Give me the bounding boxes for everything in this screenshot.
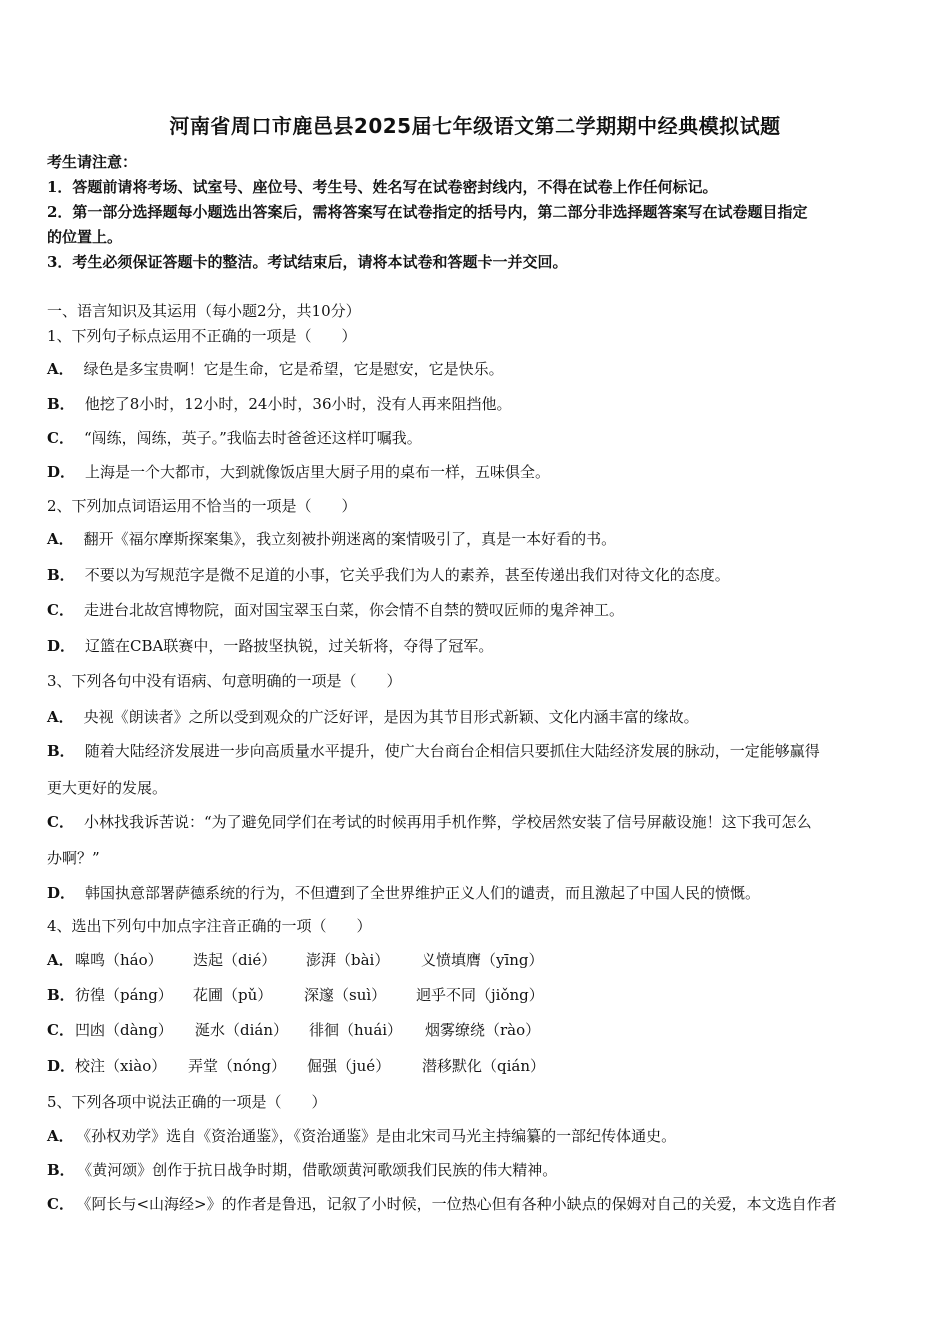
option-label: B． xyxy=(47,1161,75,1179)
option-row xyxy=(47,462,907,482)
question-stem: 1、下列句子标点运用不正确的一项是（ ） xyxy=(47,327,357,345)
option-row xyxy=(47,1160,907,1180)
pinyin-item: 迥乎不同（jiǒng） xyxy=(416,986,544,1004)
option-row xyxy=(47,565,907,585)
pinyin-item: 烟雾缭绕（rào） xyxy=(425,1021,541,1039)
option-label: C． xyxy=(47,601,74,619)
option-text: 小林找我诉苦说：“为了避免同学们在考试的时候再用手机作弊，学校居然安装了信号屏蔽设施！这下我可怎么 xyxy=(83,813,812,831)
pinyin-item: 深邃（suì） xyxy=(304,986,387,1004)
question-stem: 5、下列各项中说法正确的一项是（ ） xyxy=(47,1093,327,1111)
option-label: A． xyxy=(47,951,74,969)
option-row xyxy=(47,812,907,832)
pinyin-item: 倔强（jué） xyxy=(307,1057,391,1075)
option-row xyxy=(47,985,907,1005)
option-text: 《阿长与<山海经>》的作者是鲁迅，记叙了小时候，一位热心但有各种小缺点的保姆对自己的关爱，本文选自作者 xyxy=(83,1195,837,1213)
option-text: 不要以为写规范字是微不足道的小事，它关乎我们为人的素养，甚至传递出我们对待文化的态度。 xyxy=(84,566,730,584)
pinyin-item: 义愤填膺（yīng） xyxy=(421,951,544,969)
pinyin-item: 潜移默化（qián） xyxy=(422,1057,546,1075)
option-text: “闯练，闯练，英子。”我临去时爸爸还这样叮嘱我。 xyxy=(83,429,422,447)
page-title: 河南省周口市鹿邑县2025届七年级语文第二学期期中经典模拟试题 xyxy=(169,114,781,138)
option-label: C． xyxy=(47,1021,74,1039)
option-label: D． xyxy=(47,884,76,902)
option-label: A． xyxy=(47,360,74,378)
option-label: D． xyxy=(47,1057,76,1075)
pinyin-item: 凹凼（dàng） xyxy=(75,1021,173,1039)
option-text: 韩国执意部署萨德系统的行为，不但遭到了全世界维护正义人们的谴责，而且激起了中国人民的愤慨。 xyxy=(85,884,761,902)
option-row xyxy=(47,529,907,549)
option-row xyxy=(47,636,907,656)
notice-item: 3．考生必须保证答题卡的整洁。考试结束后，请将本试卷和答题卡一并交回。 xyxy=(47,253,568,271)
option-text: 绿色是多宝贵啊！它是生命，它是希望，它是慰安，它是快乐。 xyxy=(83,360,504,378)
option-row xyxy=(47,1194,907,1214)
option-row xyxy=(47,950,907,970)
notice-item: 2．第一部分选择题每小题选出答案后，需将答案写在试卷指定的括号内，第二部分非选择题答案写在试卷题目指定 xyxy=(47,203,808,221)
option-text: 翻开《福尔摩斯探案集》，我立刻被扑朔迷离的案情吸引了，真是一本好看的书。 xyxy=(83,530,617,548)
option-label: D． xyxy=(47,463,76,481)
option-text: 《孙权劝学》选自《资治通鉴》，《资治通鉴》是由北宋司马光主持编纂的一部纪传体通史。 xyxy=(83,1127,677,1145)
option-continuation: 更大更好的发展。 xyxy=(47,779,168,797)
section-heading: 一、语言知识及其运用（每小题2分，共10分） xyxy=(47,302,361,320)
option-row xyxy=(47,359,907,379)
option-label: B． xyxy=(47,395,75,413)
option-text: 央视《朗读者》之所以受到观众的广泛好评，是因为其节目形式新颖、文化内涵丰富的缘故。 xyxy=(83,708,699,726)
option-row xyxy=(47,394,907,414)
option-label: B． xyxy=(47,566,75,584)
option-label: B． xyxy=(47,986,75,1004)
question-stem: 3、下列各句中没有语病、句意明确的一项是（ ） xyxy=(47,672,402,690)
option-label: A． xyxy=(47,1127,74,1145)
pinyin-item: 校注（xiào） xyxy=(75,1057,167,1075)
option-label: A． xyxy=(47,708,74,726)
pinyin-item: 嗥鸣（háo） xyxy=(75,951,163,969)
option-label: C． xyxy=(47,1195,74,1213)
option-row xyxy=(47,600,907,620)
option-row xyxy=(47,428,907,448)
option-text: 辽篮在CBA联赛中，一路披坚执锐，过关斩将，夺得了冠军。 xyxy=(85,637,494,655)
notice-item: 的位置上。 xyxy=(47,228,123,246)
pinyin-item: 花圃（pǔ） xyxy=(193,986,273,1004)
option-continuation: 办啊？” xyxy=(47,849,100,867)
pinyin-item: 弄堂（nóng） xyxy=(188,1057,286,1075)
question-stem: 4、选出下列句中加点字注音正确的一项（ ） xyxy=(47,917,372,935)
pinyin-item: 徘徊（huái） xyxy=(309,1021,403,1039)
option-text: 走进台北故宫博物院，面对国宝翠玉白菜，你会情不自禁的赞叹匠师的鬼斧神工。 xyxy=(83,601,624,619)
option-text: 上海是一个大都市，大到就像饭店里大厨子用的桌布一样，五味俱全。 xyxy=(85,463,551,481)
option-row xyxy=(47,707,907,727)
option-text: 《黄河颂》创作于抗日战争时期，借歌颂黄河歌颂我们民族的伟大精神。 xyxy=(84,1161,558,1179)
pinyin-item: 澎湃（bài） xyxy=(306,951,390,969)
option-row xyxy=(47,883,907,903)
option-row xyxy=(47,1056,907,1076)
pinyin-item: 彷徨（páng） xyxy=(75,986,173,1004)
pinyin-item: 涎水（dián） xyxy=(195,1021,289,1039)
notice-item: 1．答题前请将考场、试室号、座位号、考生号、姓名写在试卷密封线内，不得在试卷上作任何标记。 xyxy=(47,178,718,196)
option-text: 随着大陆经济发展进一步向高质量水平提升，使广大台商台企相信只要抓住大陆经济发展的脉动，一定能够赢得 xyxy=(84,742,820,760)
option-label: C． xyxy=(47,429,74,447)
option-label: B． xyxy=(47,742,75,760)
option-row xyxy=(47,1126,907,1146)
option-text: 他挖了8小时，12小时，24小时，36小时，没有人再来阻挡他。 xyxy=(84,395,512,413)
option-label: C． xyxy=(47,813,74,831)
pinyin-item: 迭起（dié） xyxy=(193,951,277,969)
notice-heading: 考生请注意： xyxy=(47,153,138,171)
option-label: D． xyxy=(47,637,76,655)
option-row xyxy=(47,1020,907,1040)
question-stem: 2、下列加点词语运用不恰当的一项是（ ） xyxy=(47,497,357,515)
option-row xyxy=(47,741,907,761)
option-label: A． xyxy=(47,530,74,548)
